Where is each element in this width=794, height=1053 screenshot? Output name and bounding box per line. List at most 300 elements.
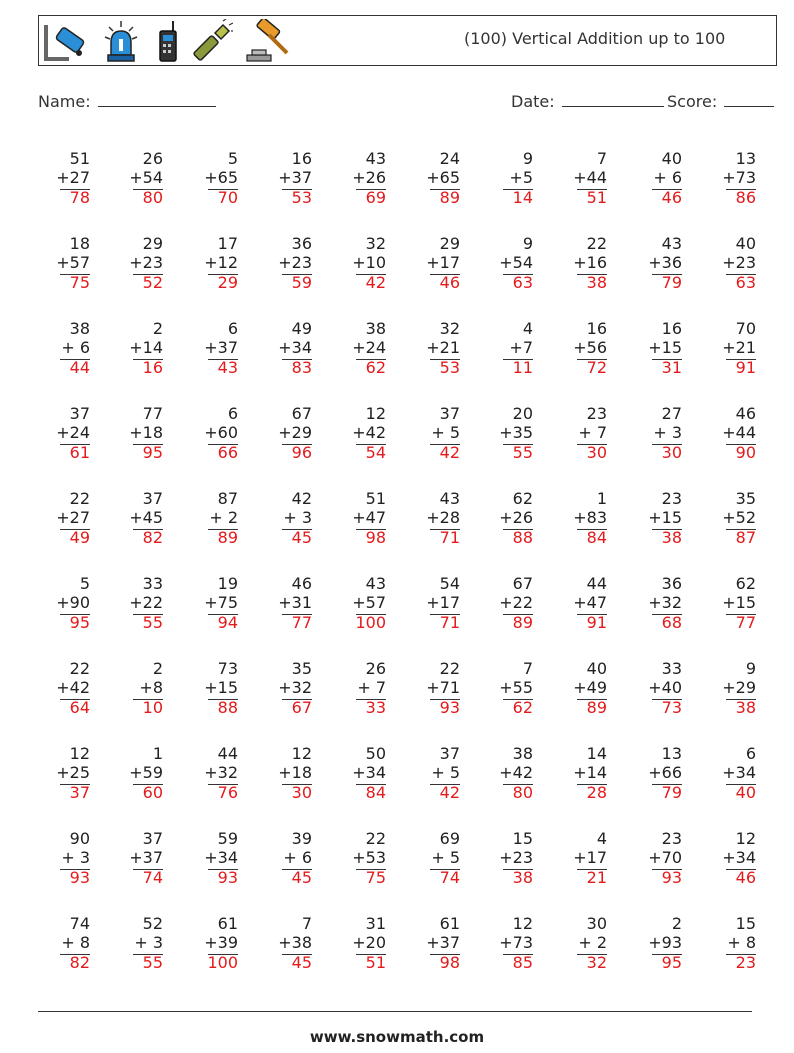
addend-bottom: +5 — [509, 168, 533, 187]
addend-bottom: +12 — [204, 253, 238, 272]
addend-top: 12 — [512, 914, 533, 933]
addend-top: 74 — [69, 914, 90, 933]
addend-top: 16 — [661, 319, 682, 338]
addend-top: 50 — [365, 744, 386, 763]
answer: 82 — [142, 528, 163, 547]
addend-bottom: +75 — [204, 593, 238, 612]
answer: 11 — [512, 358, 533, 377]
answer: 80 — [142, 188, 163, 207]
addend-top: 36 — [661, 574, 682, 593]
addend-bottom: +70 — [648, 848, 682, 867]
addend-bottom: + 2 — [578, 933, 607, 952]
answer: 95 — [69, 613, 90, 632]
answer: 78 — [69, 188, 90, 207]
addition-problem — [696, 149, 756, 211]
addend-top: 6 — [227, 319, 238, 338]
addend-bottom: +42 — [499, 763, 533, 782]
answer: 64 — [69, 698, 90, 717]
addition-problem — [252, 914, 312, 976]
addend-bottom: + 3 — [134, 933, 163, 952]
addend-bottom: +42 — [352, 423, 386, 442]
addition-problem — [400, 404, 460, 466]
addend-top: 5 — [227, 149, 238, 168]
addend-top: 52 — [142, 914, 163, 933]
answer: 88 — [217, 698, 238, 717]
addend-bottom: +57 — [352, 593, 386, 612]
answer: 61 — [69, 443, 90, 462]
addend-bottom: +15 — [648, 338, 682, 357]
answer: 51 — [586, 188, 607, 207]
addition-problem — [547, 659, 607, 721]
addend-top: 22 — [69, 489, 90, 508]
addend-bottom: +44 — [573, 168, 607, 187]
addend-bottom: +73 — [499, 933, 533, 952]
addition-problem — [473, 404, 533, 466]
addition-problem — [326, 659, 386, 721]
answer: 45 — [291, 868, 312, 887]
addition-problem — [252, 234, 312, 296]
addend-top: 37 — [439, 744, 460, 763]
addend-bottom: +34 — [204, 848, 238, 867]
addition-problem — [400, 234, 460, 296]
addition-problem — [622, 234, 682, 296]
addend-top: 37 — [142, 489, 163, 508]
addition-problem — [547, 234, 607, 296]
answer: 59 — [291, 273, 312, 292]
addend-bottom: +37 — [129, 848, 163, 867]
answer: 95 — [661, 953, 682, 972]
addend-top: 44 — [217, 744, 238, 763]
addend-bottom: +45 — [129, 508, 163, 527]
answer: 67 — [291, 698, 312, 717]
answer: 53 — [291, 188, 312, 207]
addition-problem — [326, 319, 386, 381]
addend-top: 13 — [735, 149, 756, 168]
addition-problem — [252, 574, 312, 636]
addition-problem — [400, 319, 460, 381]
addition-problem — [400, 829, 460, 891]
addend-bottom: +18 — [278, 763, 312, 782]
addition-problem — [326, 234, 386, 296]
answer: 87 — [735, 528, 756, 547]
addition-problem — [326, 574, 386, 636]
addition-problem — [696, 744, 756, 806]
answer: 44 — [69, 358, 90, 377]
addition-problem — [473, 914, 533, 976]
addend-bottom: +17 — [426, 593, 460, 612]
addend-bottom: +32 — [278, 678, 312, 697]
addition-problem — [473, 744, 533, 806]
addend-bottom: +28 — [426, 508, 460, 527]
addend-top: 43 — [439, 489, 460, 508]
addend-bottom: +21 — [426, 338, 460, 357]
addend-top: 61 — [439, 914, 460, 933]
addend-bottom: +40 — [648, 678, 682, 697]
addend-top: 38 — [365, 319, 386, 338]
answer: 66 — [217, 443, 238, 462]
addend-bottom: +15 — [648, 508, 682, 527]
addend-top: 43 — [661, 234, 682, 253]
answer: 23 — [735, 953, 756, 972]
addition-problem — [103, 149, 163, 211]
addition-problem — [103, 914, 163, 976]
addend-top: 29 — [142, 234, 163, 253]
addend-bottom: +54 — [129, 168, 163, 187]
answer: 84 — [586, 528, 607, 547]
addend-top: 27 — [661, 404, 682, 423]
addition-problem — [30, 744, 90, 806]
answer: 93 — [217, 868, 238, 887]
answer: 30 — [661, 443, 682, 462]
addition-problem — [547, 829, 607, 891]
addend-bottom: +23 — [129, 253, 163, 272]
addition-problem — [252, 404, 312, 466]
answer: 31 — [661, 358, 682, 377]
answer: 29 — [217, 273, 238, 292]
answer: 14 — [512, 188, 533, 207]
addend-bottom: +17 — [426, 253, 460, 272]
answer: 32 — [586, 953, 607, 972]
addend-top: 46 — [291, 574, 312, 593]
addition-problem — [178, 574, 238, 636]
answer: 30 — [291, 783, 312, 802]
answer: 45 — [291, 528, 312, 547]
addition-problem — [178, 659, 238, 721]
addend-top: 69 — [439, 829, 460, 848]
addend-bottom: +14 — [129, 338, 163, 357]
answer: 74 — [439, 868, 460, 887]
addition-problem — [547, 914, 607, 976]
addend-bottom: +55 — [499, 678, 533, 697]
answer: 46 — [735, 868, 756, 887]
addition-problem — [178, 234, 238, 296]
name-label: Name: — [38, 92, 91, 111]
addend-top: 33 — [661, 659, 682, 678]
addend-top: 23 — [661, 489, 682, 508]
addition-problem — [252, 319, 312, 381]
addition-problem — [547, 149, 607, 211]
addition-problem — [326, 149, 386, 211]
addition-problem — [622, 574, 682, 636]
addend-bottom: +22 — [499, 593, 533, 612]
answer: 45 — [291, 953, 312, 972]
addition-problem — [547, 319, 607, 381]
addend-bottom: +34 — [352, 763, 386, 782]
addend-top: 67 — [291, 404, 312, 423]
footer-website: www.snowmath.com — [309, 1028, 485, 1046]
addend-bottom: +35 — [499, 423, 533, 442]
answer: 93 — [69, 868, 90, 887]
addition-problem — [30, 659, 90, 721]
addend-bottom: +49 — [573, 678, 607, 697]
addend-bottom: + 7 — [578, 423, 607, 442]
addition-problem — [622, 914, 682, 976]
addend-top: 15 — [512, 829, 533, 848]
addend-bottom: +17 — [573, 848, 607, 867]
addend-top: 29 — [439, 234, 460, 253]
addend-top: 37 — [142, 829, 163, 848]
addition-problem — [622, 829, 682, 891]
addend-bottom: +32 — [204, 763, 238, 782]
answer: 40 — [735, 783, 756, 802]
addend-top: 2 — [152, 659, 163, 678]
addend-top: 37 — [439, 404, 460, 423]
answer: 53 — [439, 358, 460, 377]
addend-top: 32 — [439, 319, 460, 338]
answer: 89 — [586, 698, 607, 717]
answer: 80 — [512, 783, 533, 802]
addition-problem — [400, 149, 460, 211]
addition-problem — [103, 659, 163, 721]
addend-top: 18 — [69, 234, 90, 253]
addend-bottom: +34 — [722, 848, 756, 867]
addition-problem — [326, 404, 386, 466]
addend-bottom: +18 — [129, 423, 163, 442]
addend-top: 1 — [596, 489, 607, 508]
addend-bottom: +23 — [278, 253, 312, 272]
answer: 91 — [586, 613, 607, 632]
addend-bottom: +29 — [722, 678, 756, 697]
addend-bottom: +16 — [573, 253, 607, 272]
addend-bottom: +10 — [352, 253, 386, 272]
addition-problem — [30, 489, 90, 551]
addend-bottom: +47 — [573, 593, 607, 612]
addend-bottom: +27 — [56, 168, 90, 187]
answer: 16 — [142, 358, 163, 377]
addition-problem — [547, 404, 607, 466]
addition-problem — [178, 489, 238, 551]
answer: 90 — [735, 443, 756, 462]
addition-problem — [103, 744, 163, 806]
addend-bottom: + 3 — [653, 423, 682, 442]
addend-top: 31 — [365, 914, 386, 933]
addend-top: 7 — [522, 659, 533, 678]
addend-bottom: +34 — [722, 763, 756, 782]
addend-bottom: +53 — [352, 848, 386, 867]
addend-bottom: +56 — [573, 338, 607, 357]
addition-problem — [252, 149, 312, 211]
addend-bottom: +24 — [352, 338, 386, 357]
answer: 98 — [439, 953, 460, 972]
addend-top: 87 — [217, 489, 238, 508]
addend-top: 49 — [291, 319, 312, 338]
addend-top: 77 — [142, 404, 163, 423]
addend-top: 54 — [439, 574, 460, 593]
addition-problem — [252, 829, 312, 891]
addend-bottom: +66 — [648, 763, 682, 782]
addition-problem — [326, 914, 386, 976]
answer: 38 — [512, 868, 533, 887]
addend-top: 36 — [291, 234, 312, 253]
addend-top: 38 — [512, 744, 533, 763]
answer: 84 — [365, 783, 386, 802]
addend-top: 61 — [217, 914, 238, 933]
addition-problem — [622, 489, 682, 551]
answer: 42 — [365, 273, 386, 292]
answer: 76 — [217, 783, 238, 802]
addition-problem — [696, 829, 756, 891]
addition-problem — [622, 744, 682, 806]
addition-problem — [696, 404, 756, 466]
addend-top: 44 — [586, 574, 607, 593]
addend-top: 6 — [745, 744, 756, 763]
answer: 93 — [661, 868, 682, 887]
addend-top: 2 — [671, 914, 682, 933]
addend-top: 12 — [735, 829, 756, 848]
addend-bottom: +31 — [278, 593, 312, 612]
addend-top: 22 — [69, 659, 90, 678]
addition-problem — [547, 574, 607, 636]
answer: 55 — [142, 953, 163, 972]
addition-problem — [252, 489, 312, 551]
addend-bottom: +37 — [426, 933, 460, 952]
addend-bottom: +8 — [139, 678, 163, 697]
addend-top: 40 — [661, 149, 682, 168]
addition-problem — [103, 489, 163, 551]
addend-bottom: +34 — [278, 338, 312, 357]
addend-top: 19 — [217, 574, 238, 593]
addition-problem — [473, 234, 533, 296]
answer: 38 — [735, 698, 756, 717]
addend-top: 12 — [365, 404, 386, 423]
addend-top: 22 — [439, 659, 460, 678]
addend-bottom: + 5 — [431, 423, 460, 442]
answer: 79 — [661, 783, 682, 802]
addend-top: 13 — [661, 744, 682, 763]
addition-problem — [473, 574, 533, 636]
addend-bottom: + 6 — [283, 848, 312, 867]
addend-top: 40 — [735, 234, 756, 253]
addend-top: 73 — [217, 659, 238, 678]
answer: 96 — [291, 443, 312, 462]
addend-top: 62 — [512, 489, 533, 508]
addition-problem — [103, 829, 163, 891]
answer: 42 — [439, 443, 460, 462]
addend-bottom: +54 — [499, 253, 533, 272]
answer: 69 — [365, 188, 386, 207]
addend-top: 51 — [365, 489, 386, 508]
addend-top: 32 — [365, 234, 386, 253]
addition-problem — [326, 829, 386, 891]
addition-problem — [326, 744, 386, 806]
addend-top: 9 — [522, 234, 533, 253]
addend-bottom: +7 — [509, 338, 533, 357]
addend-top: 43 — [365, 574, 386, 593]
addend-bottom: +14 — [573, 763, 607, 782]
addend-top: 51 — [69, 149, 90, 168]
addend-bottom: +29 — [278, 423, 312, 442]
addend-bottom: +71 — [426, 678, 460, 697]
addend-top: 5 — [79, 574, 90, 593]
answer: 100 — [355, 613, 386, 632]
answer: 37 — [69, 783, 90, 802]
addend-top: 35 — [291, 659, 312, 678]
addend-bottom: + 3 — [283, 508, 312, 527]
addend-bottom: + 3 — [61, 848, 90, 867]
addition-problem — [473, 319, 533, 381]
addend-bottom: +26 — [352, 168, 386, 187]
addition-problem — [30, 234, 90, 296]
answer: 62 — [365, 358, 386, 377]
addend-bottom: + 5 — [431, 763, 460, 782]
addend-top: 4 — [596, 829, 607, 848]
addend-top: 22 — [365, 829, 386, 848]
addition-problem — [696, 319, 756, 381]
answer: 42 — [439, 783, 460, 802]
addition-problem — [400, 489, 460, 551]
answer: 72 — [586, 358, 607, 377]
addend-bottom: +23 — [722, 253, 756, 272]
addend-bottom: +24 — [56, 423, 90, 442]
addition-problem — [252, 744, 312, 806]
answer: 30 — [586, 443, 607, 462]
addend-top: 14 — [586, 744, 607, 763]
addend-top: 17 — [217, 234, 238, 253]
addition-problem — [473, 149, 533, 211]
addend-top: 22 — [586, 234, 607, 253]
worksheet-title: (100) Vertical Addition up to 100 — [464, 29, 726, 48]
addend-top: 33 — [142, 574, 163, 593]
score-label: Score: — [667, 92, 718, 111]
addend-bottom: +15 — [204, 678, 238, 697]
answer: 82 — [69, 953, 90, 972]
addition-problem — [547, 489, 607, 551]
addition-problem — [473, 659, 533, 721]
answer: 46 — [661, 188, 682, 207]
answer: 75 — [69, 273, 90, 292]
addend-bottom: +59 — [129, 763, 163, 782]
addend-bottom: +23 — [499, 848, 533, 867]
addend-bottom: + 7 — [357, 678, 386, 697]
addend-top: 62 — [735, 574, 756, 593]
addend-bottom: +83 — [573, 508, 607, 527]
addition-problem — [178, 404, 238, 466]
addend-top: 35 — [735, 489, 756, 508]
answer: 86 — [735, 188, 756, 207]
answer: 85 — [512, 953, 533, 972]
answer: 63 — [735, 273, 756, 292]
addend-bottom: + 8 — [61, 933, 90, 952]
addend-top: 42 — [291, 489, 312, 508]
addend-bottom: + 6 — [61, 338, 90, 357]
addend-bottom: +20 — [352, 933, 386, 952]
addition-problem — [252, 659, 312, 721]
addend-bottom: +38 — [278, 933, 312, 952]
addition-problem — [178, 744, 238, 806]
addend-bottom: +73 — [722, 168, 756, 187]
answer: 46 — [439, 273, 460, 292]
addend-bottom: + 8 — [727, 933, 756, 952]
addend-bottom: +27 — [56, 508, 90, 527]
addend-top: 2 — [152, 319, 163, 338]
addend-bottom: +57 — [56, 253, 90, 272]
addition-problem — [696, 914, 756, 976]
addition-problem — [326, 489, 386, 551]
answer: 38 — [661, 528, 682, 547]
answer: 33 — [365, 698, 386, 717]
addition-problem — [178, 149, 238, 211]
addend-bottom: +65 — [204, 168, 238, 187]
addition-problem — [473, 829, 533, 891]
addend-bottom: +37 — [278, 168, 312, 187]
addition-problem — [178, 319, 238, 381]
addend-top: 1 — [152, 744, 163, 763]
addend-top: 4 — [522, 319, 533, 338]
answer: 21 — [586, 868, 607, 887]
addition-problem — [178, 829, 238, 891]
answer: 28 — [586, 783, 607, 802]
addend-bottom: +21 — [722, 338, 756, 357]
